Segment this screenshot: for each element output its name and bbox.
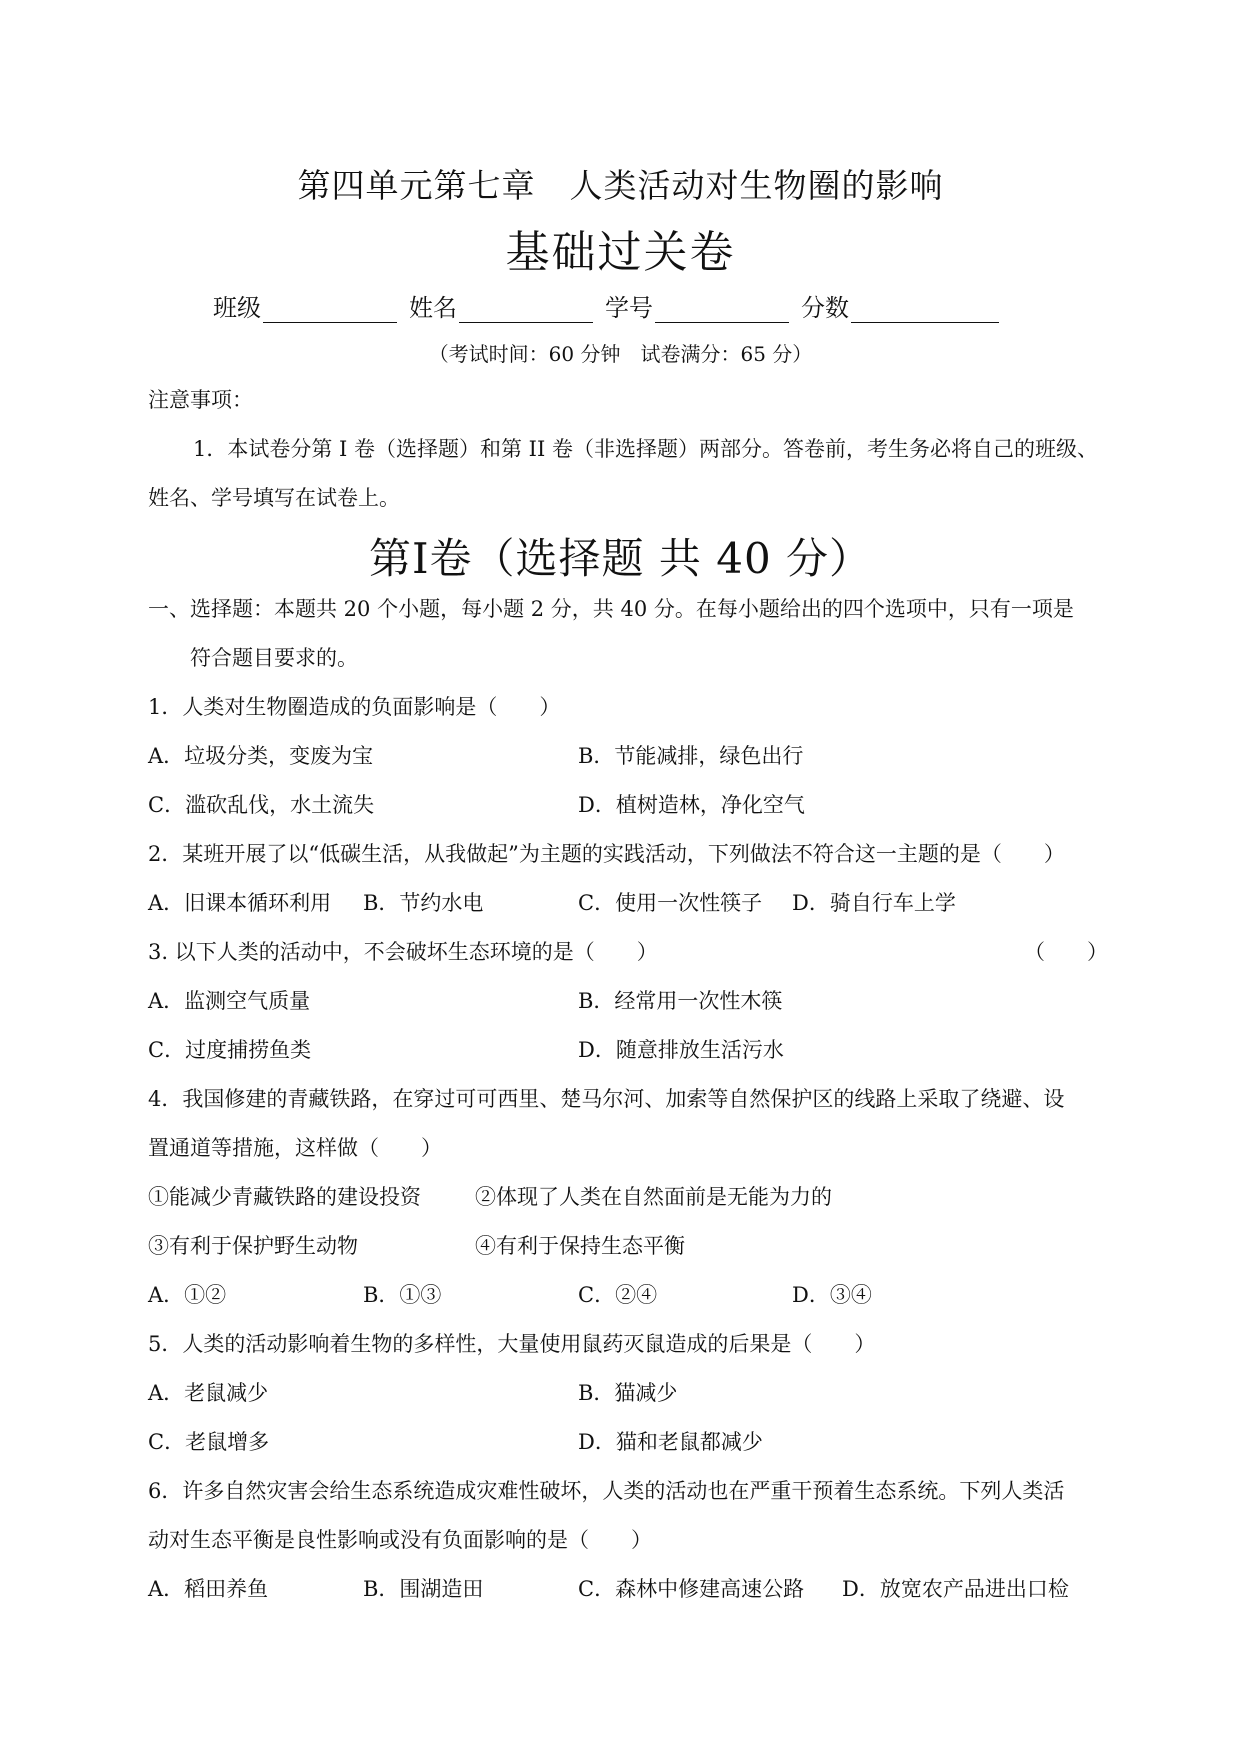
option-d: D．骑自行车上学 — [792, 891, 956, 915]
question-stem-cont: 置通道等措施，这样做（ ） — [148, 1136, 442, 1160]
option-a: A．稻田养鱼 — [148, 1577, 269, 1601]
student-id-blank — [655, 296, 789, 323]
option-a: A．监测空气质量 — [148, 989, 311, 1013]
option-b: B．节能减排，绿色出行 — [578, 744, 804, 768]
question-stem: 6．许多自然灾害会给生态系统造成灾难性破坏，人类的活动也在严重干预着生态系统。下列人类活 — [148, 1479, 1065, 1503]
statement-item: ①能减少青藏铁路的建设投资 — [148, 1185, 421, 1209]
notes-item-line1: 1．本试卷分第 I 卷（选择题）和第 II 卷（非选择题）两部分。答卷前，考生务必将自己的班级、 — [193, 437, 1098, 461]
option-d: D．猫和老鼠都减少 — [578, 1430, 763, 1454]
option-c: C．使用一次性筷子 — [578, 891, 763, 915]
paper-title: 基础过关卷 — [505, 227, 736, 278]
notes-heading: 注意事项： — [148, 388, 253, 412]
student-id-label: 学号 — [605, 294, 653, 322]
chapter-title: 第四单元第七章 人类活动对生物圈的影响 — [297, 166, 944, 205]
section-heading: 第I卷（选择题 共 40 分） — [368, 534, 873, 583]
option-c: C．②④ — [578, 1283, 658, 1307]
student-info-row — [213, 288, 1011, 323]
statement-item: ②体现了人类在自然面前是无能为力的 — [475, 1185, 832, 1209]
question-stem: 1．人类对生物圈造成的负面影响是（ ） — [148, 695, 561, 719]
name-blank — [459, 296, 593, 323]
name-label: 姓名 — [409, 294, 457, 322]
answer-bracket: （ ） — [1024, 940, 1108, 964]
option-b: B．猫减少 — [578, 1381, 678, 1405]
option-c: C．森林中修建高速公路 — [578, 1577, 805, 1601]
score-blank — [851, 296, 999, 323]
option-d: D．放宽农产品进出口检 — [842, 1577, 1069, 1601]
option-d: D．③④ — [792, 1283, 872, 1307]
section-intro-line2: 符合题目要求的。 — [190, 646, 358, 670]
option-d: D．植树造林，净化空气 — [578, 793, 805, 817]
statement-item: ③有利于保护野生动物 — [148, 1234, 358, 1258]
option-c: C．滥砍乱伐，水土流失 — [148, 793, 375, 817]
class-blank — [263, 296, 397, 323]
option-a: A．垃圾分类，变废为宝 — [148, 744, 374, 768]
question-stem: 2．某班开展了以“低碳生活，从我做起”为主题的实践活动，下列做法不符合这一主题的是（ ） — [148, 842, 1065, 866]
section-intro-line1: 一、选择题：本题共 20 个小题，每小题 2 分，共 40 分。在每小题给出的四个选项中，只有一项是 — [148, 597, 1074, 621]
option-a: A．旧课本循环利用 — [148, 891, 332, 915]
option-c: C．老鼠增多 — [148, 1430, 270, 1454]
option-c: C．过度捕捞鱼类 — [148, 1038, 312, 1062]
option-b: B．经常用一次性木筷 — [578, 989, 783, 1013]
notes-item-line2: 姓名、学号填写在试卷上。 — [148, 486, 400, 510]
statement-item: ④有利于保持生态平衡 — [475, 1234, 685, 1258]
option-b: B．围湖造田 — [363, 1577, 484, 1601]
class-label: 班级 — [213, 294, 261, 322]
score-label: 分数 — [801, 294, 849, 322]
option-b: B．①③ — [363, 1283, 442, 1307]
option-a: A．①② — [148, 1283, 227, 1307]
option-b: B．节约水电 — [363, 891, 484, 915]
exam-time-info: （考试时间：60 分钟 试卷满分：65 分） — [428, 342, 813, 366]
question-stem-cont: 动对生态平衡是良性影响或没有负面影响的是（ ） — [148, 1528, 652, 1552]
question-stem: 4．我国修建的青藏铁路，在穿过可可西里、楚马尔河、加索等自然保护区的线路上采取了绕避、设 — [148, 1087, 1065, 1111]
option-a: A．老鼠减少 — [148, 1381, 269, 1405]
option-d: D．随意排放生活污水 — [578, 1038, 784, 1062]
question-stem: 5．人类的活动影响着生物的多样性，大量使用鼠药灭鼠造成的后果是（ ） — [148, 1332, 876, 1356]
question-stem: 3. 以下人类的活动中，不会破坏生态环境的是（ ） — [148, 940, 658, 964]
